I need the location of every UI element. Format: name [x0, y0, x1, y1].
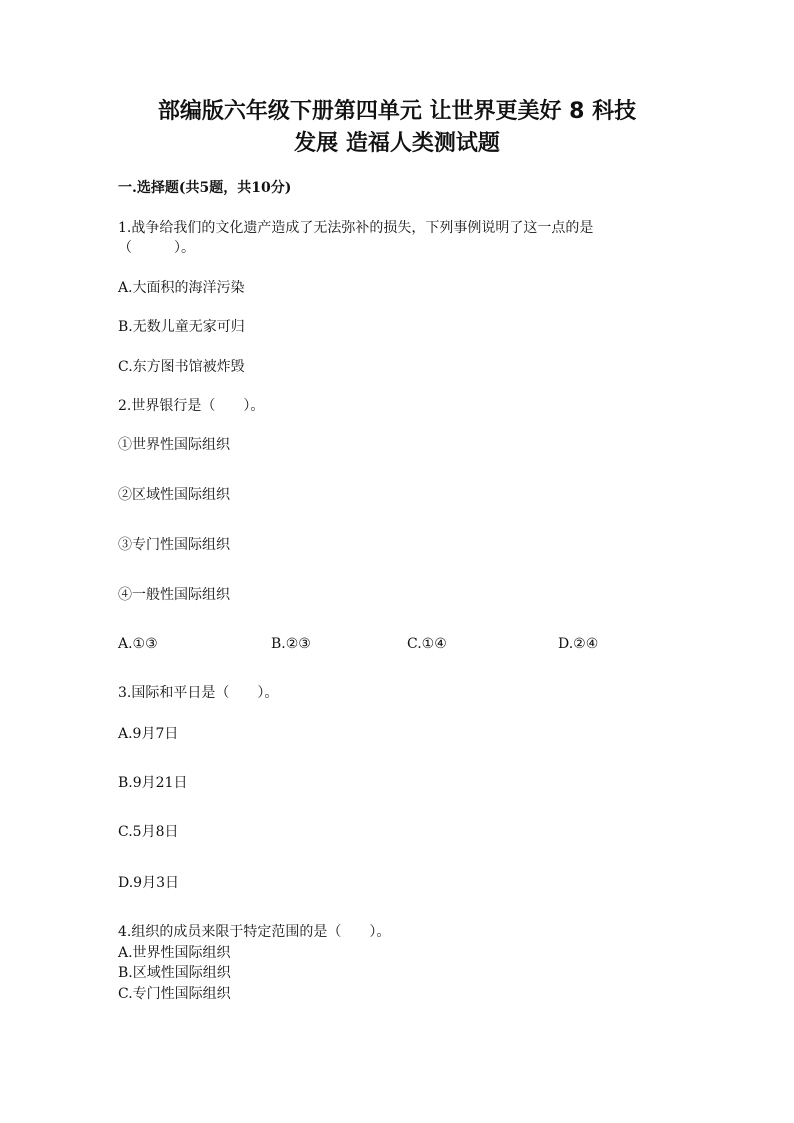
question-4-option-b: B.区域性国际组织 — [118, 965, 231, 981]
question-4-stem: 4.组织的成员来限于特定范围的是（ ）。 — [118, 924, 391, 940]
question-3-stem: 3.国际和平日是（ ）。 — [118, 685, 279, 701]
question-3-option-a: A.9月7日 — [118, 726, 179, 742]
question-2-option-a: A.①③ — [118, 636, 158, 652]
page-title-line-2: 发展 造福人类测试题 — [294, 131, 500, 156]
question-2-item-4: ④一般性国际组织 — [118, 587, 230, 603]
question-2-option-c: C.①④ — [407, 636, 447, 652]
question-2-stem: 2.世界银行是（ ）。 — [118, 398, 265, 414]
question-4-option-a: A.世界性国际组织 — [118, 945, 231, 961]
question-2-option-b: B.②③ — [271, 636, 311, 652]
question-2-option-d: D.②④ — [558, 636, 599, 652]
question-2-item-1: ①世界性国际组织 — [118, 437, 230, 453]
page-title-line-1: 部编版六年级下册第四单元 让世界更美好 8 科技 — [157, 99, 637, 124]
question-1-stem: 1.战争给我们的文化遗产造成了无法弥补的损失，下列事例说明了这一点的是 — [118, 220, 594, 236]
section-heading: 一.选择题(共5题，共10分) — [118, 180, 292, 196]
question-1-option-b: B.无数儿童无家可归 — [118, 319, 245, 335]
question-1-option-c: C.东方图书馆被炸毁 — [118, 359, 245, 375]
question-2-item-2: ②区域性国际组织 — [118, 487, 230, 503]
question-3-option-c: C.5月8日 — [118, 824, 179, 840]
question-3-option-d: D.9月3日 — [118, 875, 179, 891]
question-1-option-a: A.大面积的海洋污染 — [118, 280, 245, 296]
question-1-stem-cont: （ ）。 — [118, 240, 195, 256]
question-3-option-b: B.9月21日 — [118, 775, 188, 791]
question-2-item-3: ③专门性国际组织 — [118, 537, 230, 553]
question-4-option-c: C.专门性国际组织 — [118, 986, 231, 1002]
